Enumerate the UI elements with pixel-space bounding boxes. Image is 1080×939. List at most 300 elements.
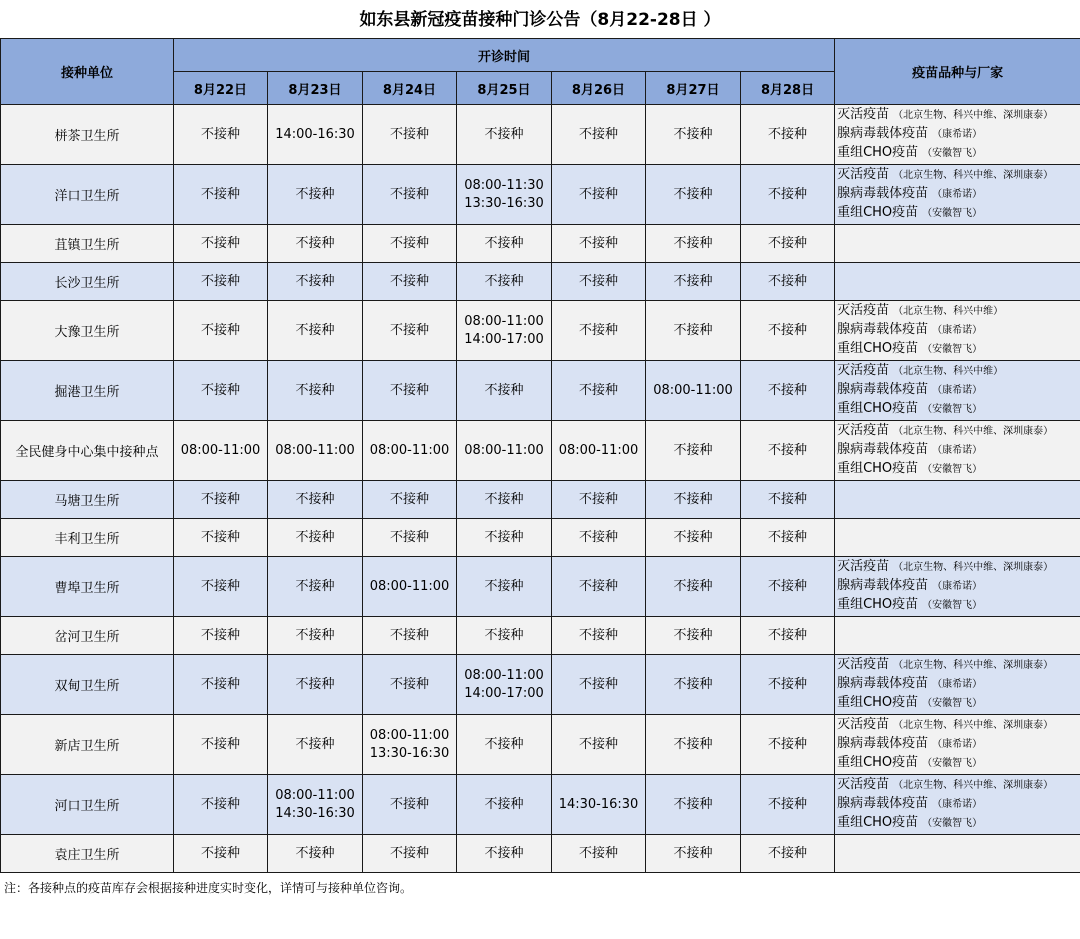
schedule-cell: [457, 557, 552, 617]
vaccine-name: 腺病毒载体疫苗: [837, 578, 929, 593]
header-date: 8月23日: [268, 72, 363, 105]
schedule-cell: [741, 225, 835, 263]
vaccine-line: [837, 441, 1080, 460]
header-date: 8月25日: [457, 72, 552, 105]
schedule-time: 不接种: [578, 736, 618, 752]
schedule-cell: [363, 481, 457, 519]
schedule-time: 不接种: [673, 845, 713, 861]
vaccine-name: 灭活疫苗: [837, 107, 890, 122]
schedule-cell: [174, 301, 268, 361]
schedule-cell: [174, 835, 268, 873]
schedule-time: 08:00-11:00: [464, 667, 544, 683]
schedule-time: 08:00-11:00: [369, 578, 450, 594]
vaccine-maker: （北京生物、科兴中维、深圳康泰）: [893, 780, 1054, 791]
vaccine-line: [837, 125, 1080, 144]
vaccine-name: 重组CHO疫苗: [837, 401, 919, 416]
schedule-cell: [457, 617, 552, 655]
vaccine-cell: [835, 519, 1080, 557]
schedule-cell: [457, 165, 552, 225]
vaccine-line: [837, 166, 1080, 185]
schedule-cell: [457, 775, 552, 835]
schedule-cell: [363, 519, 457, 557]
schedule-cell: [363, 421, 457, 481]
schedule-time: 不接种: [389, 627, 429, 643]
vaccine-maker: （安徽智飞）: [922, 818, 983, 829]
vaccine-name: 重组CHO疫苗: [837, 145, 919, 160]
schedule-time: 不接种: [389, 235, 429, 251]
schedule-time: 不接种: [578, 627, 618, 643]
schedule-cell: [363, 165, 457, 225]
schedule-time: 不接种: [389, 529, 429, 545]
table-row: [1, 105, 1080, 165]
schedule-time: 不接种: [768, 796, 808, 812]
schedule-cell: [741, 263, 835, 301]
schedule-cell: [741, 835, 835, 873]
vaccine-maker: （北京生物、科兴中维、深圳康泰）: [893, 110, 1054, 121]
header-open-time: 开诊时间: [174, 39, 835, 72]
vaccine-name: 腺病毒载体疫苗: [837, 382, 929, 397]
schedule-time: 不接种: [200, 845, 240, 861]
schedule-time: 08:00-11:00: [464, 442, 544, 458]
schedule-cell: [174, 263, 268, 301]
schedule-cell: [268, 105, 363, 165]
schedule-time: 不接种: [768, 491, 808, 507]
schedule-time: 08:00-11:00: [369, 442, 450, 458]
schedule-time: 不接种: [768, 126, 808, 142]
schedule-cell: [457, 105, 552, 165]
vaccine-maker: （北京生物、科兴中维、深圳康泰）: [893, 562, 1054, 573]
vaccine-line: [837, 776, 1080, 795]
schedule-time: 不接种: [578, 578, 618, 594]
vaccine-line: [837, 381, 1080, 400]
vaccine-line: [837, 460, 1080, 479]
schedule-cell: [174, 105, 268, 165]
schedule-time: 不接种: [484, 382, 524, 398]
schedule-time: 不接种: [389, 676, 429, 692]
schedule-cell: [174, 715, 268, 775]
vaccine-name: 灭活疫苗: [837, 423, 890, 438]
vaccine-line: [837, 302, 1080, 321]
vaccine-name: 腺病毒载体疫苗: [837, 796, 929, 811]
unit-name: 长沙卫生所: [1, 263, 174, 301]
vaccine-maker: （康希诺）: [932, 799, 983, 810]
schedule-time: 不接种: [295, 845, 335, 861]
schedule-cell: [363, 361, 457, 421]
vaccine-line: [837, 321, 1080, 340]
vaccine-name: 腺病毒载体疫苗: [837, 322, 929, 337]
vaccine-cell: [835, 775, 1080, 835]
schedule-time: 不接种: [389, 273, 429, 289]
table-row: [1, 715, 1080, 775]
vaccine-line: [837, 814, 1080, 833]
schedule-cell: [457, 421, 552, 481]
schedule-time: 不接种: [200, 382, 240, 398]
vaccine-maker: （安徽智飞）: [922, 698, 983, 709]
unit-name: 曹埠卫生所: [1, 557, 174, 617]
header-unit: 接种单位: [1, 39, 174, 105]
schedule-cell: [268, 165, 363, 225]
vaccine-cell: [835, 421, 1080, 481]
schedule-time: 不接种: [768, 382, 808, 398]
schedule-time: 不接种: [389, 845, 429, 861]
vaccine-cell: [835, 165, 1080, 225]
schedule-time: 不接种: [578, 491, 618, 507]
schedule-time: 13:30-16:30: [464, 195, 544, 211]
schedule-time: 不接种: [484, 235, 524, 251]
schedule-cell: [552, 421, 646, 481]
schedule-time: 不接种: [484, 273, 524, 289]
schedule-cell: [363, 835, 457, 873]
vaccine-cell: [835, 301, 1080, 361]
vaccine-line: [837, 795, 1080, 814]
vaccine-name: 重组CHO疫苗: [837, 205, 919, 220]
schedule-cell: [646, 481, 741, 519]
vaccine-name: 灭活疫苗: [837, 559, 890, 574]
schedule-cell: [174, 775, 268, 835]
schedule-cell: [457, 715, 552, 775]
schedule-cell: [268, 301, 363, 361]
table-row: [1, 557, 1080, 617]
vaccine-maker: （北京生物、科兴中维、深圳康泰）: [893, 660, 1054, 671]
vaccine-cell: [835, 481, 1080, 519]
schedule-time: 不接种: [768, 529, 808, 545]
vaccine-maker: （北京生物、科兴中维、深圳康泰）: [893, 170, 1054, 181]
schedule-time: 不接种: [673, 796, 713, 812]
vaccine-name: 腺病毒载体疫苗: [837, 126, 929, 141]
schedule-time: 不接种: [295, 186, 335, 202]
schedule-time: 不接种: [673, 126, 713, 142]
schedule-cell: [646, 263, 741, 301]
vaccine-maker: （北京生物、科兴中维、深圳康泰）: [893, 426, 1054, 437]
vaccine-maker: （北京生物、科兴中维）: [893, 366, 1004, 377]
schedule-cell: [174, 655, 268, 715]
vaccine-name: 重组CHO疫苗: [837, 695, 919, 710]
schedule-time: 不接种: [200, 186, 240, 202]
schedule-time: 不接种: [389, 186, 429, 202]
vaccine-name: 灭活疫苗: [837, 363, 890, 378]
schedule-time: 不接种: [484, 627, 524, 643]
schedule-cell: [174, 557, 268, 617]
vaccine-maker: （康希诺）: [932, 679, 983, 690]
vaccine-maker: （安徽智飞）: [922, 344, 983, 355]
schedule-time: 不接种: [578, 126, 618, 142]
schedule-time: 不接种: [200, 529, 240, 545]
table-row: [1, 361, 1080, 421]
schedule-time: 不接种: [768, 273, 808, 289]
schedule-cell: [552, 557, 646, 617]
schedule-time: 不接种: [484, 736, 524, 752]
schedule-cell: [363, 301, 457, 361]
header-date: 8月26日: [552, 72, 646, 105]
schedule-time: 不接种: [200, 796, 240, 812]
vaccine-maker: （安徽智飞）: [922, 404, 983, 415]
schedule-cell: [174, 361, 268, 421]
vaccine-name: 重组CHO疫苗: [837, 815, 919, 830]
schedule-cell: [646, 165, 741, 225]
schedule-cell: [457, 835, 552, 873]
vaccine-line: [837, 106, 1080, 125]
vaccine-name: 腺病毒载体疫苗: [837, 736, 929, 751]
vaccine-line: [837, 577, 1080, 596]
schedule-cell: [741, 481, 835, 519]
schedule-cell: [646, 835, 741, 873]
table-row: [1, 301, 1080, 361]
schedule-time: 不接种: [295, 627, 335, 643]
schedule-cell: [552, 263, 646, 301]
schedule-time: 不接种: [389, 796, 429, 812]
schedule-cell: [646, 617, 741, 655]
schedule-cell: [646, 225, 741, 263]
schedule-cell: [552, 225, 646, 263]
schedule-cell: [646, 421, 741, 481]
vaccine-cell: [835, 715, 1080, 775]
schedule-cell: [174, 481, 268, 519]
schedule-cell: [363, 715, 457, 775]
unit-name: 苴镇卫生所: [1, 225, 174, 263]
schedule-time: 不接种: [768, 186, 808, 202]
vaccine-line: [837, 735, 1080, 754]
schedule-cell: [174, 421, 268, 481]
table-row: [1, 835, 1080, 873]
schedule-cell: [646, 715, 741, 775]
vaccine-line: [837, 558, 1080, 577]
schedule-time: 14:00-16:30: [275, 126, 355, 142]
vaccine-maker: （北京生物、科兴中维、深圳康泰）: [893, 720, 1054, 731]
schedule-time: 08:00-11:00: [464, 313, 544, 329]
schedule-cell: [268, 775, 363, 835]
schedule-time: 不接种: [673, 186, 713, 202]
schedule-time: 不接种: [768, 442, 808, 458]
schedule-cell: [741, 361, 835, 421]
unit-name: 大豫卫生所: [1, 301, 174, 361]
unit-name: 洋口卫生所: [1, 165, 174, 225]
schedule-time: 不接种: [673, 529, 713, 545]
schedule-time: 不接种: [295, 578, 335, 594]
schedule-time: 08:00-11:30: [464, 177, 544, 193]
schedule-time: 不接种: [295, 273, 335, 289]
vaccine-cell: [835, 617, 1080, 655]
schedule-time: 不接种: [578, 676, 618, 692]
schedule-cell: [363, 775, 457, 835]
schedule-cell: [646, 105, 741, 165]
schedule-time: 不接种: [578, 186, 618, 202]
vaccine-line: [837, 694, 1080, 713]
schedule-cell: [268, 715, 363, 775]
schedule-cell: [363, 655, 457, 715]
schedule-time: 不接种: [578, 273, 618, 289]
schedule-cell: [363, 617, 457, 655]
schedule-time: 不接种: [673, 578, 713, 594]
vaccine-name: 重组CHO疫苗: [837, 341, 919, 356]
vaccine-name: 重组CHO疫苗: [837, 755, 919, 770]
header-date: 8月28日: [741, 72, 835, 105]
vaccine-name: 灭活疫苗: [837, 303, 890, 318]
vaccine-line: [837, 716, 1080, 735]
schedule-cell: [268, 835, 363, 873]
schedule-time: 不接种: [673, 491, 713, 507]
schedule-time: 不接种: [295, 235, 335, 251]
schedule-time: 不接种: [673, 322, 713, 338]
page-title: 如东县新冠疫苗接种门诊公告（8月22-28日 ）: [359, 10, 721, 30]
unit-name: 马塘卫生所: [1, 481, 174, 519]
vaccine-name: 腺病毒载体疫苗: [837, 442, 929, 457]
schedule-time: 不接种: [484, 845, 524, 861]
vaccine-maker: （康希诺）: [932, 129, 983, 140]
vaccine-name: 灭活疫苗: [837, 167, 890, 182]
vaccine-cell: [835, 835, 1080, 873]
unit-name: 掘港卫生所: [1, 361, 174, 421]
schedule-time: 不接种: [484, 529, 524, 545]
vaccine-name: 灭活疫苗: [837, 777, 890, 792]
header-date: 8月27日: [646, 72, 741, 105]
schedule-time: 不接种: [578, 529, 618, 545]
schedule-cell: [552, 715, 646, 775]
schedule-cell: [741, 519, 835, 557]
schedule-cell: [552, 519, 646, 557]
vaccine-line: [837, 400, 1080, 419]
schedule-time: 不接种: [484, 796, 524, 812]
table-row: [1, 775, 1080, 835]
schedule-cell: [552, 481, 646, 519]
schedule-cell: [646, 301, 741, 361]
schedule-time: 不接种: [295, 529, 335, 545]
schedule-cell: [552, 105, 646, 165]
schedule-cell: [268, 421, 363, 481]
schedule-cell: [552, 617, 646, 655]
vaccine-name: 灭活疫苗: [837, 657, 890, 672]
vaccine-line: [837, 204, 1080, 223]
schedule-cell: [741, 105, 835, 165]
unit-name: 丰利卫生所: [1, 519, 174, 557]
header-row-1: [1, 39, 1080, 72]
schedule-cell: [741, 301, 835, 361]
schedule-time: 不接种: [295, 491, 335, 507]
vaccine-name: 腺病毒载体疫苗: [837, 186, 929, 201]
schedule-time: 不接种: [200, 491, 240, 507]
schedule-cell: [174, 519, 268, 557]
schedule-time: 不接种: [673, 627, 713, 643]
schedule-cell: [457, 301, 552, 361]
vaccine-line: [837, 754, 1080, 773]
schedule-table: [0, 38, 1080, 873]
vaccine-line: [837, 362, 1080, 381]
schedule-time: 不接种: [484, 126, 524, 142]
schedule-time: 不接种: [768, 578, 808, 594]
schedule-time: 不接种: [295, 322, 335, 338]
schedule-cell: [268, 519, 363, 557]
schedule-time: 不接种: [768, 845, 808, 861]
vaccine-maker: （安徽智飞）: [922, 464, 983, 475]
vaccine-line: [837, 596, 1080, 615]
vaccine-maker: （安徽智飞）: [922, 148, 983, 159]
vaccine-name: 重组CHO疫苗: [837, 461, 919, 476]
schedule-time: 不接种: [200, 627, 240, 643]
vaccine-line: [837, 340, 1080, 359]
schedule-cell: [457, 361, 552, 421]
schedule-time: 不接种: [768, 235, 808, 251]
schedule-time: 不接种: [200, 235, 240, 251]
schedule-time: 13:30-16:30: [369, 745, 450, 761]
schedule-time: 不接种: [673, 676, 713, 692]
schedule-cell: [741, 165, 835, 225]
vaccine-cell: [835, 655, 1080, 715]
vaccine-line: [837, 144, 1080, 163]
table-row: [1, 165, 1080, 225]
vaccine-maker: （康希诺）: [932, 445, 983, 456]
schedule-cell: [174, 225, 268, 263]
vaccine-line: [837, 422, 1080, 441]
vaccine-maker: （安徽智飞）: [922, 600, 983, 611]
vaccine-cell: [835, 557, 1080, 617]
unit-name: 全民健身中心集中接种点: [1, 421, 174, 481]
vaccine-maker: （康希诺）: [932, 325, 983, 336]
vaccine-name: 灭活疫苗: [837, 717, 890, 732]
schedule-time: 不接种: [389, 126, 429, 142]
schedule-cell: [363, 105, 457, 165]
vaccine-maker: （北京生物、科兴中维）: [893, 306, 1004, 317]
schedule-cell: [174, 165, 268, 225]
schedule-time: 不接种: [578, 235, 618, 251]
schedule-cell: [268, 481, 363, 519]
schedule-time: 08:00-11:00: [558, 442, 639, 458]
vaccine-cell: [835, 105, 1080, 165]
schedule-time: 14:30-16:30: [558, 796, 639, 812]
schedule-time: 08:00-11:00: [275, 787, 355, 803]
unit-name: 新店卫生所: [1, 715, 174, 775]
schedule-cell: [646, 775, 741, 835]
schedule-cell: [174, 617, 268, 655]
vaccine-maker: （康希诺）: [932, 189, 983, 200]
schedule-cell: [268, 263, 363, 301]
schedule-time: 不接种: [200, 322, 240, 338]
schedule-time: 不接种: [768, 676, 808, 692]
schedule-cell: [741, 557, 835, 617]
schedule-time: 不接种: [200, 736, 240, 752]
schedule-cell: [268, 361, 363, 421]
schedule-time: 不接种: [389, 491, 429, 507]
schedule-cell: [741, 775, 835, 835]
schedule-time: 不接种: [578, 382, 618, 398]
vaccine-maker: （安徽智飞）: [922, 758, 983, 769]
schedule-time: 08:00-11:00: [180, 442, 261, 458]
vaccine-maker: （康希诺）: [932, 739, 983, 750]
vaccine-line: [837, 675, 1080, 694]
unit-name: 袁庄卫生所: [1, 835, 174, 873]
header-date: 8月24日: [363, 72, 457, 105]
schedule-time: 不接种: [578, 845, 618, 861]
vaccine-name: 腺病毒载体疫苗: [837, 676, 929, 691]
schedule-time: 不接种: [673, 442, 713, 458]
schedule-time: 14:00-17:00: [464, 685, 544, 701]
schedule-time: 不接种: [578, 322, 618, 338]
schedule-time: 不接种: [389, 382, 429, 398]
schedule-cell: [268, 655, 363, 715]
schedule-cell: [741, 617, 835, 655]
schedule-cell: [363, 557, 457, 617]
table-row: [1, 421, 1080, 481]
schedule-cell: [646, 519, 741, 557]
schedule-time: 不接种: [673, 273, 713, 289]
schedule-cell: [268, 225, 363, 263]
table-row: [1, 481, 1080, 519]
vaccine-line: [837, 185, 1080, 204]
schedule-cell: [646, 361, 741, 421]
schedule-cell: [741, 715, 835, 775]
unit-name: 双甸卫生所: [1, 655, 174, 715]
schedule-cell: [552, 301, 646, 361]
schedule-time: 不接种: [768, 736, 808, 752]
schedule-time: 不接种: [484, 491, 524, 507]
